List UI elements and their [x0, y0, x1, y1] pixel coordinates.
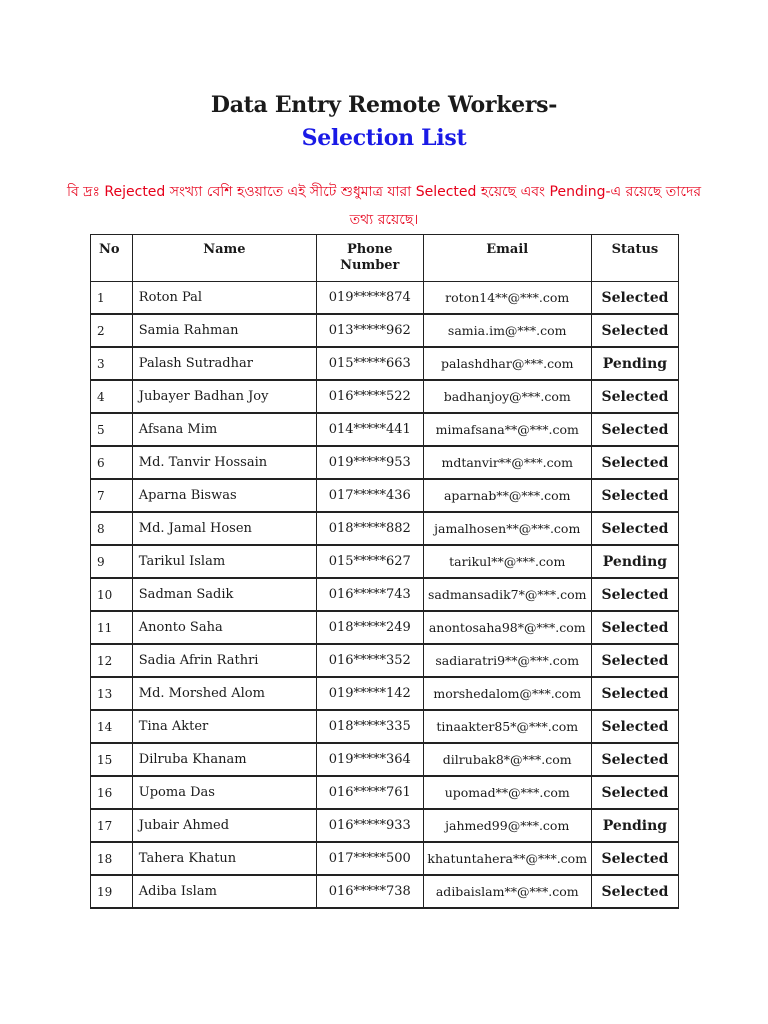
row-status: Selected — [591, 512, 678, 545]
row-number: 18 — [91, 842, 133, 875]
row-phone: 018*****335 — [316, 710, 423, 743]
row-phone: 014*****441 — [316, 413, 423, 446]
row-status: Selected — [591, 380, 678, 413]
table-header-row — [91, 235, 679, 282]
row-email: sadiaratri9**@***.com — [423, 644, 591, 677]
table-row — [91, 743, 679, 776]
row-number: 10 — [91, 578, 133, 611]
row-email: tarikul**@***.com — [423, 545, 591, 578]
row-name: Tarikul Islam — [132, 545, 316, 578]
row-email: adibaislam**@***.com — [423, 875, 591, 908]
selection-table — [90, 234, 679, 909]
row-name: Palash Sutradhar — [132, 347, 316, 380]
row-email: dilrubak8*@***.com — [423, 743, 591, 776]
row-name: Sadman Sadik — [132, 578, 316, 611]
row-number: 3 — [91, 347, 133, 380]
table-row — [91, 677, 679, 710]
row-phone: 019*****874 — [316, 282, 423, 315]
row-phone: 018*****249 — [316, 611, 423, 644]
row-number: 12 — [91, 644, 133, 677]
row-status: Selected — [591, 677, 678, 710]
row-status: Selected — [591, 479, 678, 512]
row-name: Tina Akter — [132, 710, 316, 743]
row-status: Selected — [591, 578, 678, 611]
table-row — [91, 347, 679, 380]
row-email: palashdhar@***.com — [423, 347, 591, 380]
page-subtitle: Selection List — [301, 125, 467, 151]
row-number: 15 — [91, 743, 133, 776]
row-status: Selected — [591, 282, 678, 315]
row-phone: 019*****364 — [316, 743, 423, 776]
row-email: mimafsana**@***.com — [423, 413, 591, 446]
table-body — [91, 282, 679, 909]
page-title: Data Entry Remote Workers- — [210, 92, 558, 118]
row-email: badhanjoy@***.com — [423, 380, 591, 413]
row-phone: 016*****352 — [316, 644, 423, 677]
row-email: jamalhosen**@***.com — [423, 512, 591, 545]
row-name: Tahera Khatun — [132, 842, 316, 875]
table-row — [91, 809, 679, 842]
row-status: Pending — [591, 545, 678, 578]
notice-text: বি দ্রঃ Rejected সংখ্যা বেশি হওয়াতে এই সীটে শুধুমাত্র যারা Selected হয়েছে এবং Pending-এ রয়েছে তাদের তথ্য রয়েছে। — [66, 184, 702, 228]
row-email: mdtanvir**@***.com — [423, 446, 591, 479]
table-row — [91, 545, 679, 578]
header-phone-line1: Phone — [346, 242, 393, 257]
row-status: Pending — [591, 347, 678, 380]
table-row — [91, 446, 679, 479]
row-status: Selected — [591, 776, 678, 809]
row-name: Dilruba Khanam — [132, 743, 316, 776]
row-name: Jubair Ahmed — [132, 809, 316, 842]
row-status: Selected — [591, 644, 678, 677]
row-phone: 016*****743 — [316, 578, 423, 611]
table-row — [91, 776, 679, 809]
row-name: Afsana Mim — [132, 413, 316, 446]
row-name: Md. Jamal Hosen — [132, 512, 316, 545]
header-no: No — [91, 235, 133, 282]
row-number: 5 — [91, 413, 133, 446]
row-status: Selected — [591, 611, 678, 644]
row-number: 6 — [91, 446, 133, 479]
row-phone: 015*****627 — [316, 545, 423, 578]
row-status: Selected — [591, 875, 678, 908]
table-row — [91, 479, 679, 512]
header-name: Name — [132, 235, 316, 282]
row-phone: 017*****436 — [316, 479, 423, 512]
row-name: Md. Tanvir Hossain — [132, 446, 316, 479]
row-phone: 016*****738 — [316, 875, 423, 908]
row-email: anontosaha98*@***.com — [423, 611, 591, 644]
row-number: 8 — [91, 512, 133, 545]
row-phone: 016*****522 — [316, 380, 423, 413]
row-status: Selected — [591, 710, 678, 743]
row-status: Selected — [591, 743, 678, 776]
row-email: morshedalom@***.com — [423, 677, 591, 710]
row-name: Sadia Afrin Rathri — [132, 644, 316, 677]
row-status: Selected — [591, 413, 678, 446]
row-number: 1 — [91, 282, 133, 315]
row-number: 17 — [91, 809, 133, 842]
row-name: Roton Pal — [132, 282, 316, 315]
table-row — [91, 282, 679, 315]
row-status: Pending — [591, 809, 678, 842]
row-email: jahmed99@***.com — [423, 809, 591, 842]
table-row — [91, 578, 679, 611]
row-phone: 016*****761 — [316, 776, 423, 809]
row-number: 14 — [91, 710, 133, 743]
table-row — [91, 512, 679, 545]
table-row — [91, 875, 679, 908]
row-number: 7 — [91, 479, 133, 512]
row-email: roton14**@***.com — [423, 282, 591, 315]
row-number: 2 — [91, 314, 133, 347]
row-number: 19 — [91, 875, 133, 908]
table-row — [91, 842, 679, 875]
row-name: Anonto Saha — [132, 611, 316, 644]
row-phone: 015*****663 — [316, 347, 423, 380]
row-email: samia.im@***.com — [423, 314, 591, 347]
row-name: Upoma Das — [132, 776, 316, 809]
row-email: sadmansadik7*@***.com — [423, 578, 591, 611]
table-row — [91, 710, 679, 743]
table-row — [91, 380, 679, 413]
row-number: 16 — [91, 776, 133, 809]
row-status: Selected — [591, 314, 678, 347]
table-row — [91, 644, 679, 677]
row-number: 11 — [91, 611, 133, 644]
table-row — [91, 314, 679, 347]
row-number: 9 — [91, 545, 133, 578]
row-status: Selected — [591, 842, 678, 875]
table-row — [91, 611, 679, 644]
table-row — [91, 413, 679, 446]
row-number: 13 — [91, 677, 133, 710]
row-name: Md. Morshed Alom — [132, 677, 316, 710]
row-phone: 019*****953 — [316, 446, 423, 479]
row-status: Selected — [591, 446, 678, 479]
row-email: upomad**@***.com — [423, 776, 591, 809]
row-email: aparnab**@***.com — [423, 479, 591, 512]
header-phone-line2: Number — [340, 258, 400, 273]
row-name: Samia Rahman — [132, 314, 316, 347]
row-phone: 017*****500 — [316, 842, 423, 875]
header-status: Status — [591, 235, 678, 282]
row-name: Adiba Islam — [132, 875, 316, 908]
row-phone: 018*****882 — [316, 512, 423, 545]
header-email: Email — [423, 235, 591, 282]
header-phone — [316, 235, 423, 282]
row-phone: 013*****962 — [316, 314, 423, 347]
row-number: 4 — [91, 380, 133, 413]
row-phone: 019*****142 — [316, 677, 423, 710]
row-name: Aparna Biswas — [132, 479, 316, 512]
row-name: Jubayer Badhan Joy — [132, 380, 316, 413]
row-email: tinaakter85*@***.com — [423, 710, 591, 743]
row-email: khatuntahera**@***.com — [423, 842, 591, 875]
row-phone: 016*****933 — [316, 809, 423, 842]
